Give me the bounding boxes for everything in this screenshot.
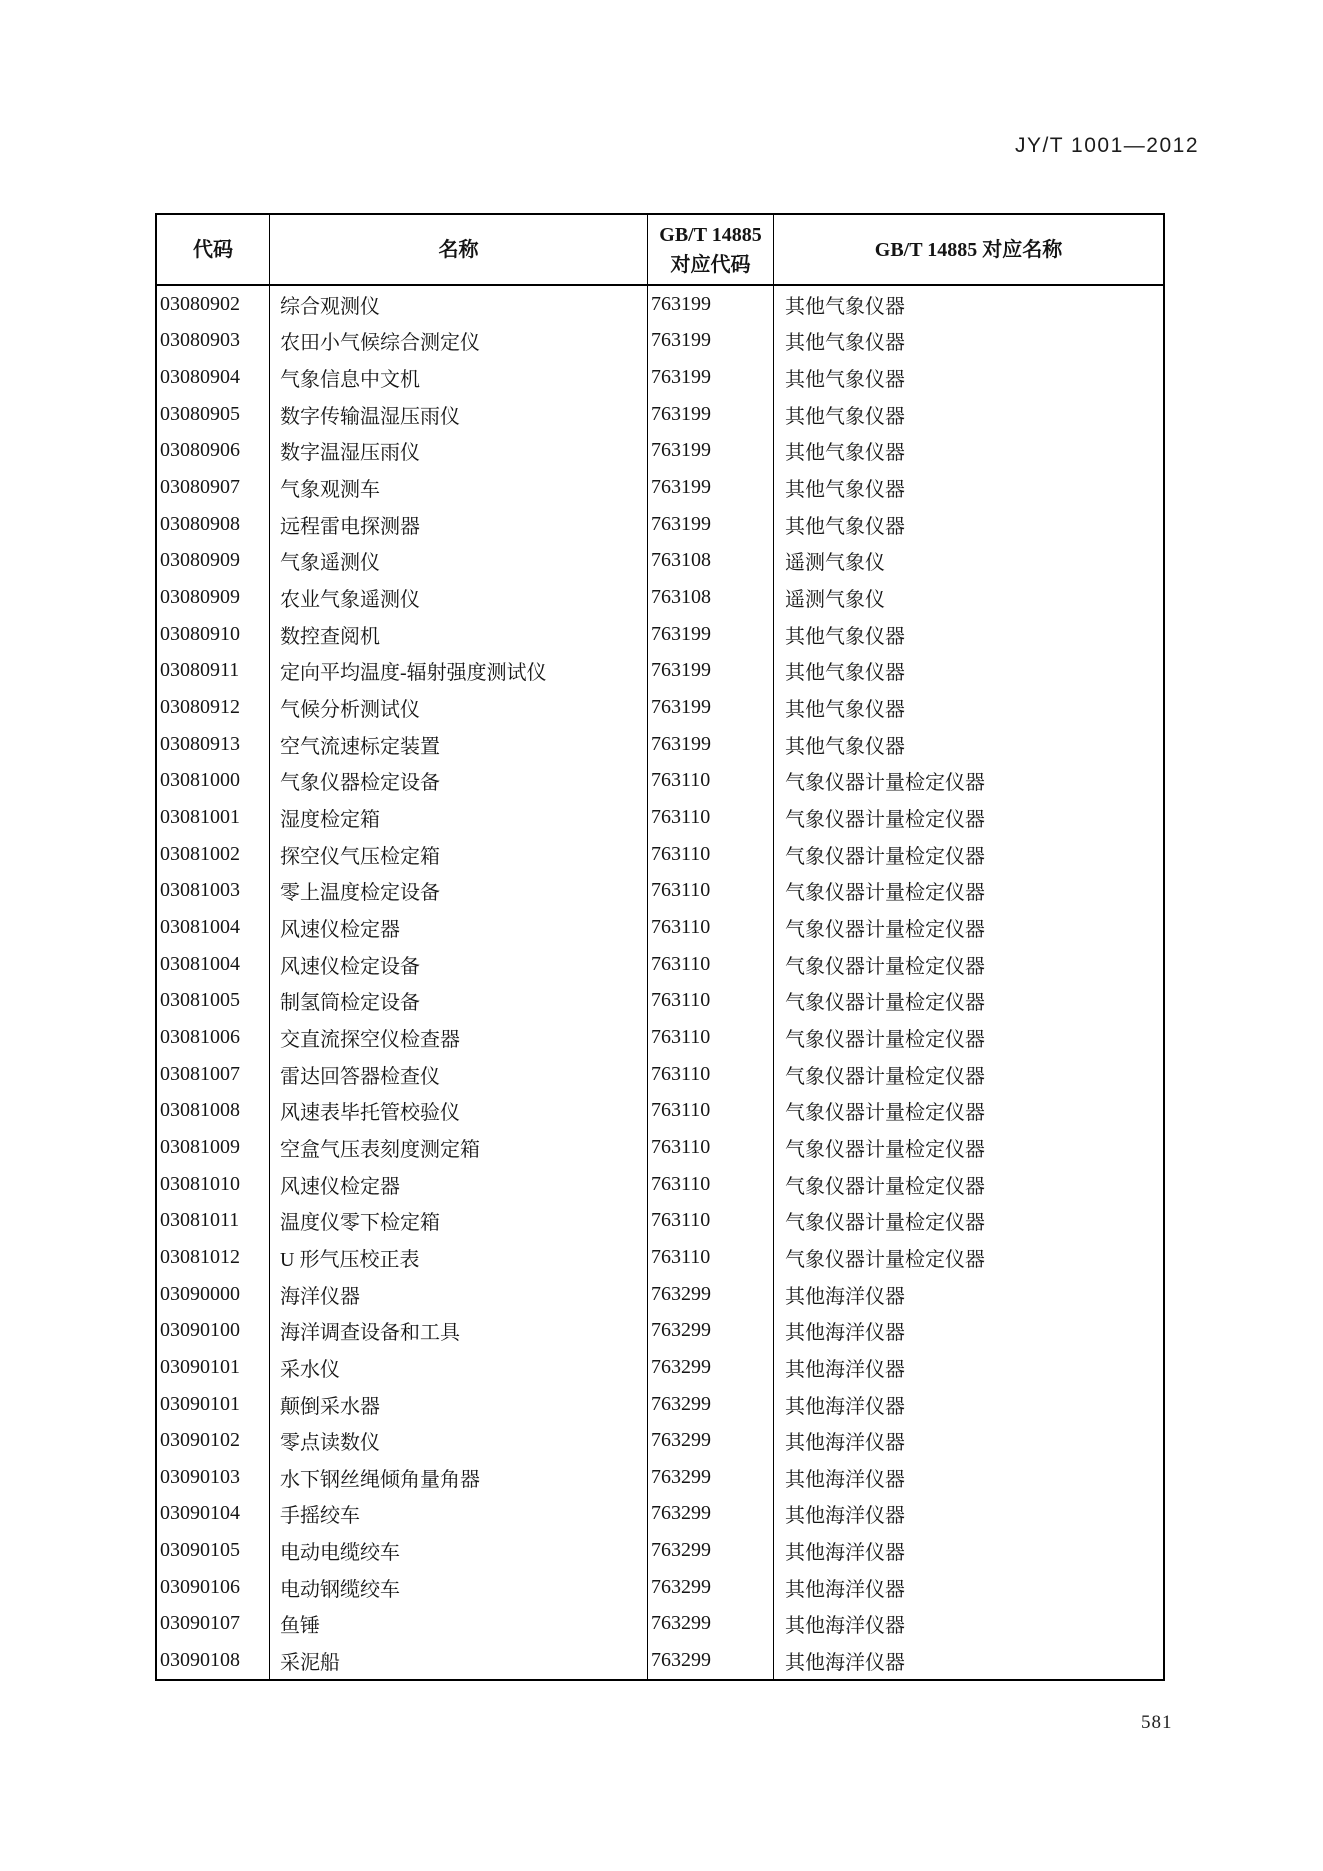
table-row (157, 543, 1163, 580)
cell-gbt-name: 其他海洋仪器 (785, 1322, 905, 1345)
cell-gbt-code: 763110 (648, 836, 774, 873)
cell-name: 采水仪 (270, 1349, 648, 1386)
table-row (157, 1239, 1163, 1276)
cell-gbt-name: 其他海洋仪器 (785, 1468, 905, 1491)
cell-name: 农田小气候综合测定仪 (270, 323, 648, 360)
table-row (157, 506, 1163, 543)
cell-code: 03080910 (157, 616, 270, 653)
table-row (157, 1166, 1163, 1203)
column-header-gbt-name-label: GB/T 14885 对应名称 (874, 238, 1063, 261)
cell-gbt-code: 763199 (648, 616, 774, 653)
table-row (157, 1129, 1163, 1166)
table-row (157, 1606, 1163, 1643)
table-row (157, 359, 1163, 396)
table-row (157, 1019, 1163, 1056)
cell-gbt-name: 其他气象仪器 (785, 662, 905, 685)
table-row (157, 1422, 1163, 1459)
table-row (157, 579, 1163, 616)
cell-gbt-name: 气象仪器计量检定仪器 (785, 1175, 985, 1198)
table-row (157, 396, 1163, 433)
cell-gbt-code: 763110 (648, 1166, 774, 1203)
cell-gbt-name: 气象仪器计量检定仪器 (785, 955, 985, 978)
cell-name: U 形气压校正表 (270, 1239, 648, 1276)
cell-gbt-code: 763299 (648, 1642, 774, 1679)
cell-name: 电动钢缆绞车 (270, 1569, 648, 1606)
cell-name: 空气流速标定装置 (270, 726, 648, 763)
cell-gbt-code: 763110 (648, 982, 774, 1019)
cell-code: 03081001 (157, 799, 270, 836)
cell-gbt-code: 763110 (648, 1019, 774, 1056)
cell-gbt-name: 其他气象仪器 (785, 295, 905, 318)
cell-gbt-name: 其他海洋仪器 (785, 1578, 905, 1601)
cell-gbt-name: 气象仪器计量检定仪器 (785, 1028, 985, 1051)
cell-name: 风速仪检定器 (270, 909, 648, 946)
cell-name: 交直流探空仪检查器 (270, 1019, 648, 1056)
cell-gbt-code: 763110 (648, 946, 774, 983)
cell-gbt-name: 气象仪器计量检定仪器 (785, 772, 985, 795)
cell-gbt-code: 763110 (648, 873, 774, 910)
cell-gbt-name: 气象仪器计量检定仪器 (785, 845, 985, 868)
cell-gbt-code: 763199 (648, 653, 774, 690)
cell-gbt-name: 其他气象仪器 (785, 369, 905, 392)
cell-gbt-code: 763110 (648, 799, 774, 836)
cell-gbt-name: 其他气象仪器 (785, 625, 905, 648)
cell-code: 03080909 (157, 579, 270, 616)
cell-name: 数字传输温湿压雨仪 (270, 396, 648, 433)
cell-gbt-code: 763299 (648, 1459, 774, 1496)
column-header-code (157, 215, 270, 284)
cell-name: 空盒气压表刻度测定箱 (270, 1129, 648, 1166)
table-row (157, 982, 1163, 1019)
cell-gbt-code: 763199 (648, 396, 774, 433)
column-header-gbt-name (774, 215, 1163, 284)
cell-name: 雷达回答器检查仪 (270, 1056, 648, 1093)
cell-code: 03080905 (157, 396, 270, 433)
column-header-name-label: 名称 (438, 238, 479, 261)
cell-code: 03081004 (157, 946, 270, 983)
cell-code: 03081002 (157, 836, 270, 873)
table-row (157, 909, 1163, 946)
table-row (157, 726, 1163, 763)
cell-gbt-name: 其他气象仪器 (785, 332, 905, 355)
cell-gbt-name: 其他海洋仪器 (785, 1542, 905, 1565)
table-row (157, 1459, 1163, 1496)
table-row (157, 616, 1163, 653)
cell-gbt-name: 其他气象仪器 (785, 699, 905, 722)
table-row (157, 1276, 1163, 1313)
table-row (157, 433, 1163, 470)
table-header-row (157, 215, 1163, 286)
cell-name: 气象观测车 (270, 469, 648, 506)
cell-name: 零点读数仪 (270, 1422, 648, 1459)
cell-code: 03081000 (157, 763, 270, 800)
table-row (157, 763, 1163, 800)
column-header-gbt-code-line2: 对应代码 (670, 253, 751, 276)
cell-code: 03081004 (157, 909, 270, 946)
cell-name: 农业气象遥测仪 (270, 579, 648, 616)
cell-gbt-name: 气象仪器计量检定仪器 (785, 1102, 985, 1125)
cell-gbt-name: 其他气象仪器 (785, 442, 905, 465)
cell-gbt-name: 气象仪器计量检定仪器 (785, 1138, 985, 1161)
cell-code: 03090000 (157, 1276, 270, 1313)
cell-gbt-code: 763199 (648, 359, 774, 396)
cell-code: 03090104 (157, 1496, 270, 1533)
column-header-gbt-code-line1: GB/T 14885 (659, 223, 762, 246)
cell-gbt-code: 763299 (648, 1386, 774, 1423)
cell-gbt-code: 763299 (648, 1569, 774, 1606)
cell-code: 03090107 (157, 1606, 270, 1643)
cell-gbt-code: 763199 (648, 689, 774, 726)
cell-gbt-name: 气象仪器计量检定仪器 (785, 1065, 985, 1088)
cell-gbt-name: 气象仪器计量检定仪器 (785, 882, 985, 905)
cell-name: 综合观测仪 (270, 286, 648, 323)
table-body (157, 286, 1163, 1679)
cell-gbt-name: 其他海洋仪器 (785, 1395, 905, 1418)
cell-code: 03090100 (157, 1312, 270, 1349)
cell-code: 03090108 (157, 1642, 270, 1679)
cell-gbt-code: 763199 (648, 726, 774, 763)
cell-gbt-name: 其他气象仪器 (785, 479, 905, 502)
cell-code: 03080907 (157, 469, 270, 506)
cell-code: 03080902 (157, 286, 270, 323)
cell-name: 数字温湿压雨仪 (270, 433, 648, 470)
cell-code: 03080904 (157, 359, 270, 396)
cell-code: 03080909 (157, 543, 270, 580)
cell-name: 采泥船 (270, 1642, 648, 1679)
table-row (157, 323, 1163, 360)
cell-gbt-code: 763199 (648, 506, 774, 543)
standard-number: JY/T 1001—2012 (1014, 134, 1199, 157)
cell-code: 03081008 (157, 1092, 270, 1129)
cell-gbt-code: 763110 (648, 1239, 774, 1276)
cell-gbt-code: 763199 (648, 286, 774, 323)
cell-name: 气象仪器检定设备 (270, 763, 648, 800)
cell-code: 03080903 (157, 323, 270, 360)
table-row (157, 653, 1163, 690)
cell-gbt-code: 763299 (648, 1422, 774, 1459)
cell-code: 03081012 (157, 1239, 270, 1276)
cell-gbt-code: 763110 (648, 1129, 774, 1166)
cell-gbt-name: 其他海洋仪器 (785, 1652, 905, 1675)
cell-name: 海洋调查设备和工具 (270, 1312, 648, 1349)
cell-gbt-name: 其他海洋仪器 (785, 1285, 905, 1308)
cell-name: 鱼锤 (270, 1606, 648, 1643)
cell-name: 水下钢丝绳倾角量角器 (270, 1459, 648, 1496)
cell-code: 03080911 (157, 653, 270, 690)
cell-gbt-name: 其他气象仪器 (785, 405, 905, 428)
cell-gbt-code: 763108 (648, 579, 774, 616)
cell-gbt-name: 遥测气象仪 (785, 589, 885, 612)
table-row (157, 1386, 1163, 1423)
table-row (157, 1496, 1163, 1533)
cell-gbt-code: 763299 (648, 1606, 774, 1643)
table-row (157, 1056, 1163, 1093)
cell-gbt-code: 763299 (648, 1496, 774, 1533)
cell-code: 03090102 (157, 1422, 270, 1459)
cell-gbt-code: 763199 (648, 469, 774, 506)
cell-name: 零上温度检定设备 (270, 873, 648, 910)
cell-gbt-name: 其他气象仪器 (785, 515, 905, 538)
cell-gbt-name: 其他海洋仪器 (785, 1358, 905, 1381)
table-row (157, 1312, 1163, 1349)
cell-name: 电动电缆绞车 (270, 1532, 648, 1569)
column-header-code-label: 代码 (193, 238, 233, 261)
cell-name: 数控查阅机 (270, 616, 648, 653)
cell-gbt-name: 其他海洋仪器 (785, 1615, 905, 1638)
table-row (157, 1202, 1163, 1239)
cell-code: 03081009 (157, 1129, 270, 1166)
table-row (157, 946, 1163, 983)
cell-gbt-name: 遥测气象仪 (785, 552, 885, 575)
cell-name: 气候分析测试仪 (270, 689, 648, 726)
column-header-name (270, 215, 648, 284)
cell-code: 03090103 (157, 1459, 270, 1496)
cell-name: 湿度检定箱 (270, 799, 648, 836)
cell-gbt-name: 其他海洋仪器 (785, 1432, 905, 1455)
cell-gbt-code: 763299 (648, 1532, 774, 1569)
cell-gbt-name: 其他气象仪器 (785, 735, 905, 758)
cell-gbt-name: 气象仪器计量检定仪器 (785, 1248, 985, 1271)
cell-code: 03081010 (157, 1166, 270, 1203)
cell-gbt-name: 气象仪器计量检定仪器 (785, 992, 985, 1015)
page-number: 581 (1141, 1712, 1173, 1733)
table-row (157, 836, 1163, 873)
cell-gbt-name: 气象仪器计量检定仪器 (785, 918, 985, 941)
cell-code: 03080913 (157, 726, 270, 763)
cell-name: 制氢筒检定设备 (270, 982, 648, 1019)
cell-gbt-code: 763110 (648, 909, 774, 946)
cell-code: 03080912 (157, 689, 270, 726)
code-mapping-table (155, 213, 1165, 1681)
table-row (157, 873, 1163, 910)
cell-gbt-code: 763299 (648, 1312, 774, 1349)
cell-name: 手摇绞车 (270, 1496, 648, 1533)
cell-name: 颠倒采水器 (270, 1386, 648, 1423)
cell-name: 风速仪检定设备 (270, 946, 648, 983)
cell-gbt-code: 763108 (648, 543, 774, 580)
cell-gbt-code: 763199 (648, 433, 774, 470)
cell-code: 03080908 (157, 506, 270, 543)
cell-name: 气象遥测仪 (270, 543, 648, 580)
cell-code: 03081006 (157, 1019, 270, 1056)
cell-code: 03090101 (157, 1386, 270, 1423)
cell-name: 温度仪零下检定箱 (270, 1202, 648, 1239)
cell-gbt-name: 气象仪器计量检定仪器 (785, 809, 985, 832)
cell-code: 03081003 (157, 873, 270, 910)
cell-gbt-code: 763110 (648, 1092, 774, 1129)
cell-gbt-code: 763299 (648, 1349, 774, 1386)
cell-name: 探空仪气压检定箱 (270, 836, 648, 873)
cell-name: 定向平均温度-辐射强度测试仪 (270, 653, 648, 690)
cell-gbt-code: 763299 (648, 1276, 774, 1313)
table-row (157, 469, 1163, 506)
cell-gbt-code: 763110 (648, 763, 774, 800)
cell-code: 03081011 (157, 1202, 270, 1239)
table-row (157, 1532, 1163, 1569)
column-header-gbt-code (648, 215, 774, 284)
table-row (157, 689, 1163, 726)
cell-code: 03090105 (157, 1532, 270, 1569)
cell-name: 风速表毕托管校验仪 (270, 1092, 648, 1129)
cell-code: 03090106 (157, 1569, 270, 1606)
cell-gbt-name: 气象仪器计量检定仪器 (785, 1212, 985, 1235)
cell-code: 03081005 (157, 982, 270, 1019)
cell-gbt-code: 763199 (648, 323, 774, 360)
cell-name: 风速仪检定器 (270, 1166, 648, 1203)
cell-gbt-name: 其他海洋仪器 (785, 1505, 905, 1528)
table-row (157, 1092, 1163, 1129)
cell-name: 海洋仪器 (270, 1276, 648, 1313)
table-row (157, 1569, 1163, 1606)
cell-gbt-code: 763110 (648, 1202, 774, 1239)
table-row (157, 1642, 1163, 1679)
cell-code: 03090101 (157, 1349, 270, 1386)
cell-name: 气象信息中文机 (270, 359, 648, 396)
table-row (157, 286, 1163, 323)
cell-code: 03080906 (157, 433, 270, 470)
table-row (157, 1349, 1163, 1386)
table-row (157, 799, 1163, 836)
cell-gbt-code: 763110 (648, 1056, 774, 1093)
cell-name: 远程雷电探测器 (270, 506, 648, 543)
cell-code: 03081007 (157, 1056, 270, 1093)
